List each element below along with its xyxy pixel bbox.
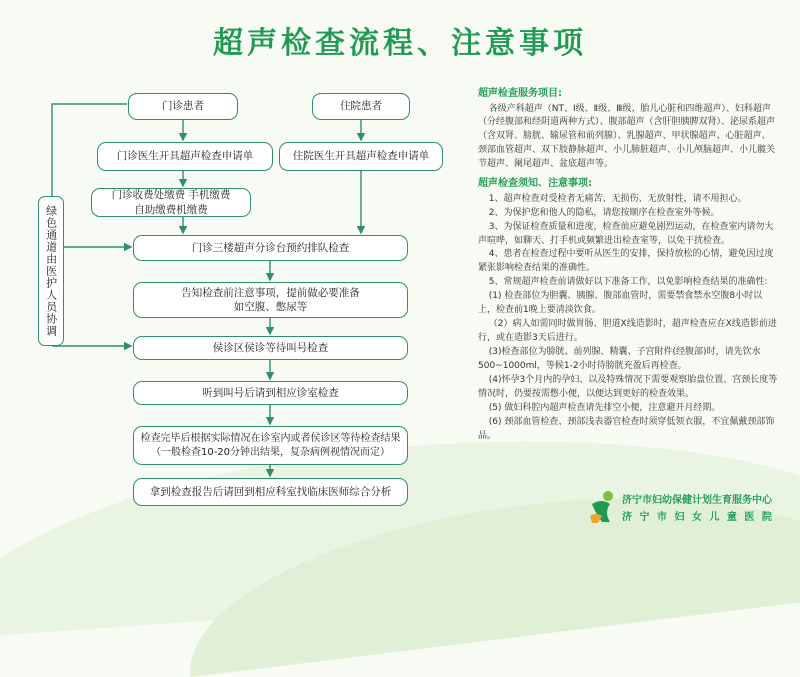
inpatient-box: 住院患者: [312, 93, 410, 120]
note-item: 3、为保证检查质量和进度，检查前应避免剧烈运动，在检查室内请勿大声喧哗，如聊天、打手机或频繁进出检查室等，以免干扰检查。: [478, 221, 774, 246]
call-box: 听到叫号后请到相应诊室检查: [133, 381, 408, 405]
services-heading: 超声检查服务项目:: [478, 88, 562, 99]
outpatient-box: 门诊患者: [128, 93, 238, 120]
inpatient-request-box: 住院医生开具超声检查申请单: [279, 142, 443, 171]
notes-panel: [478, 86, 778, 444]
services-text: 各级产科超声（NT、Ⅰ级、Ⅱ级、Ⅲ级、胎儿心脏和四维超声）、妇科超声（分经腹部和经阴道两种方式）、腹部超声（含肝胆胰脾双肾）、泌尿系超声（含双肾、膀胱、输尿管和前列腺）、乳腺超声、甲状腺超声、心脏超声、颈部血管超声、双下肢静脉超声、小儿肺脏超声、小儿颅脑超声、小儿髋关节超声、阑尾超声、盆底超声等。: [478, 103, 776, 170]
note-item: 1、超声检查对受检者无痛苦、无损伤、无放射性，请不用担心。: [488, 193, 747, 204]
queue-box: 门诊三楼超声分诊台预约排队检查: [133, 235, 408, 261]
note-subitem: （2）病人如需同时做胃肠、胆道X线造影时，超声检查应在X线造影前进行，或在造影3天后进行。: [478, 319, 777, 344]
outpatient-request-box: 门诊医生开具超声检查申请单: [97, 142, 273, 171]
page-title: 超声检查流程、注意事项: [213, 26, 587, 61]
note-item: 5、常规超声检查前请做好以下准备工作，以免影响检查结果的准确性:: [488, 277, 768, 288]
hospital-logo-icon: [588, 490, 618, 524]
note-subitem: (1) 检查部位为胆囊、胰腺、腹部血管时，需要禁食禁水空腹8小时以上，检查前1晚上要清淡饮食。: [478, 291, 763, 316]
note-subitem: (5) 做妇科腔内超声检查请先排空小便，注意避开月经期。: [488, 402, 721, 413]
note-subitem: (6) 颈部血管检查、颈部浅表器官检查时须穿低领衣服，不宜佩戴颈部饰品。: [478, 416, 775, 441]
notice-box: 告知检查前注意事项，提前做必要准备 如空腹、憋尿等: [133, 282, 408, 318]
note-item: 2、为保护您和他人的隐私，请您按顺序在检查室外等候。: [488, 207, 720, 218]
org-name: 济宁市妇幼保健计划生育服务中心: [622, 495, 772, 506]
note-subitem: (4)怀孕3个月内的孕妇、以及特殊情况下需要观察胎盘位置、宫颈长度等情况时，仍要按需憋小便，以便达到更好的检查效果。: [478, 374, 778, 399]
hospital-logo: [588, 488, 788, 528]
note-subitem: (3)检查部位为膀胱、前列腺、精囊、子宫附件(经腹部)时，请先饮水500~1000ml，等候1-2小时待膀胱充盈后再检查。: [478, 347, 761, 371]
payment-box: 门诊收费处缴费 手机缴费 自助缴费机缴费: [91, 188, 251, 217]
hospital-name: 济 宁 市 妇 女 儿 童 医 院: [622, 512, 774, 523]
waiting-box: 侯诊区侯诊等待叫号检查: [133, 336, 408, 360]
report-box: 拿到检查报告后请回到相应科室找临床医师综合分析: [133, 478, 408, 506]
notes-heading: 超声检查须知、注意事项:: [478, 178, 592, 190]
result-box: 检查完毕后根据实际情况在诊室内或者侯诊区等待检查结果 （一般检查10-20分钟出结果，复杂病例视情况而定）: [133, 426, 408, 465]
note-item: 4、患者在检查过程中要听从医生的安排，保持放松的心情，避免因过度紧张影响检查结果的准确性。: [478, 249, 774, 274]
green-channel-box: 绿色通道由医护人员协调: [38, 196, 64, 346]
